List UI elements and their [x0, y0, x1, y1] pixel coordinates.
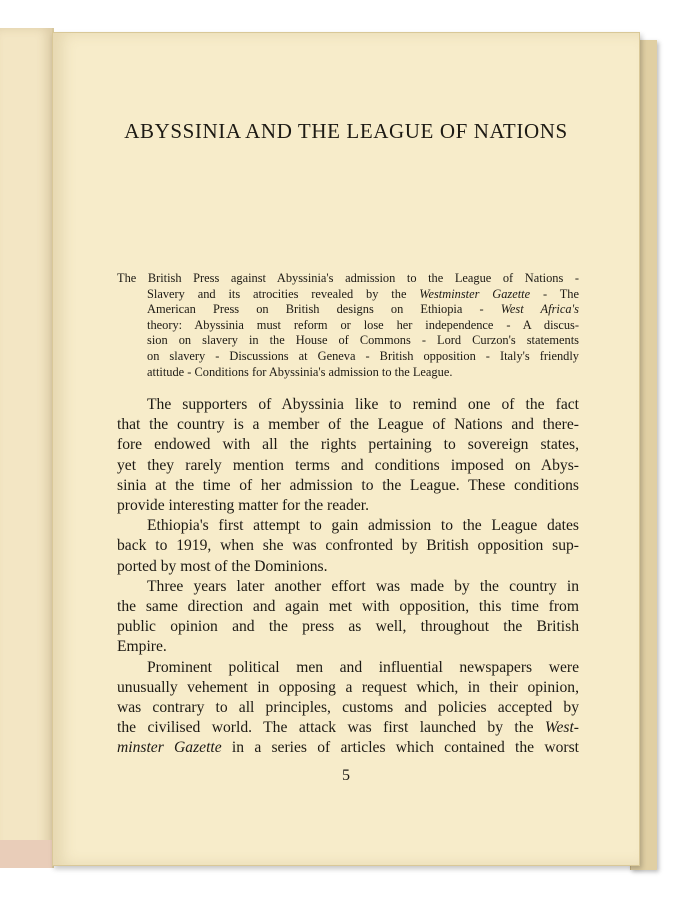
summary-line: The British Press against Abyssinia's admission to the League of Nations -	[117, 271, 579, 285]
body-line: that the country is a member of the League of Nations and there-	[117, 416, 579, 434]
summary-line: sion on slavery in the House of Commons - Lord Curzon's statements	[147, 333, 579, 348]
body-line: yet they rarely mention terms and conditions imposed on Abys-	[117, 456, 579, 474]
page-number: 5	[342, 767, 350, 784]
body-line: Prominent political men and influential newspapers were	[147, 658, 579, 676]
facing-page-edge	[0, 28, 54, 868]
body-text	[117, 395, 579, 759]
body-line: Three years later another effort was made by the country in	[147, 577, 579, 595]
body-line: minster Gazette in a series of articles which contained the worst	[117, 739, 579, 757]
body-line: public opinion and the press as well, throughout the British	[117, 618, 579, 636]
body-line: unusually vehement in opposing a request which, in their opinion,	[117, 678, 579, 696]
summary-line: theory: Abyssinia must reform or lose her independence - A discus-	[147, 317, 579, 332]
body-line: Ethiopia's first attempt to gain admission to the League dates	[147, 517, 579, 535]
body-line: was contrary to all principles, customs and policies accepted by	[117, 699, 579, 717]
summary-line: on slavery - Discussions at Geneva - British opposition - Italy's friendly	[147, 348, 579, 363]
summary-line: Slavery and its atrocities revealed by the Westminster Gazette - The	[147, 286, 579, 301]
body-line: sinia at the time of her admission to the League. These conditions	[117, 476, 579, 494]
summary-line: attitude - Conditions for Abyssinia's admission to the League.	[147, 364, 453, 379]
body-line: back to 1919, when she was confronted by British opposition sup-	[117, 537, 579, 555]
body-line: provide interesting matter for the reader.	[117, 497, 369, 515]
body-line: the civilised world. The attack was first launched by the West-	[117, 719, 579, 737]
body-line: Empire.	[117, 638, 167, 656]
body-line: ported by most of the Dominions.	[117, 557, 328, 575]
body-line: fore endowed with all the rights pertaining to sovereign states,	[117, 436, 579, 454]
chapter-title: ABYSSINIA AND THE LEAGUE OF NATIONS	[124, 119, 568, 143]
body-line: the same direction and again met with opposition, this time from	[117, 598, 579, 616]
summary-line: American Press on British designs on Ethiopia - West Africa's	[147, 302, 579, 317]
book-page	[52, 32, 640, 866]
facing-page-corner	[0, 840, 52, 868]
body-line: The supporters of Abyssinia like to remind one of the fact	[147, 396, 579, 413]
chapter-summary	[117, 271, 579, 380]
